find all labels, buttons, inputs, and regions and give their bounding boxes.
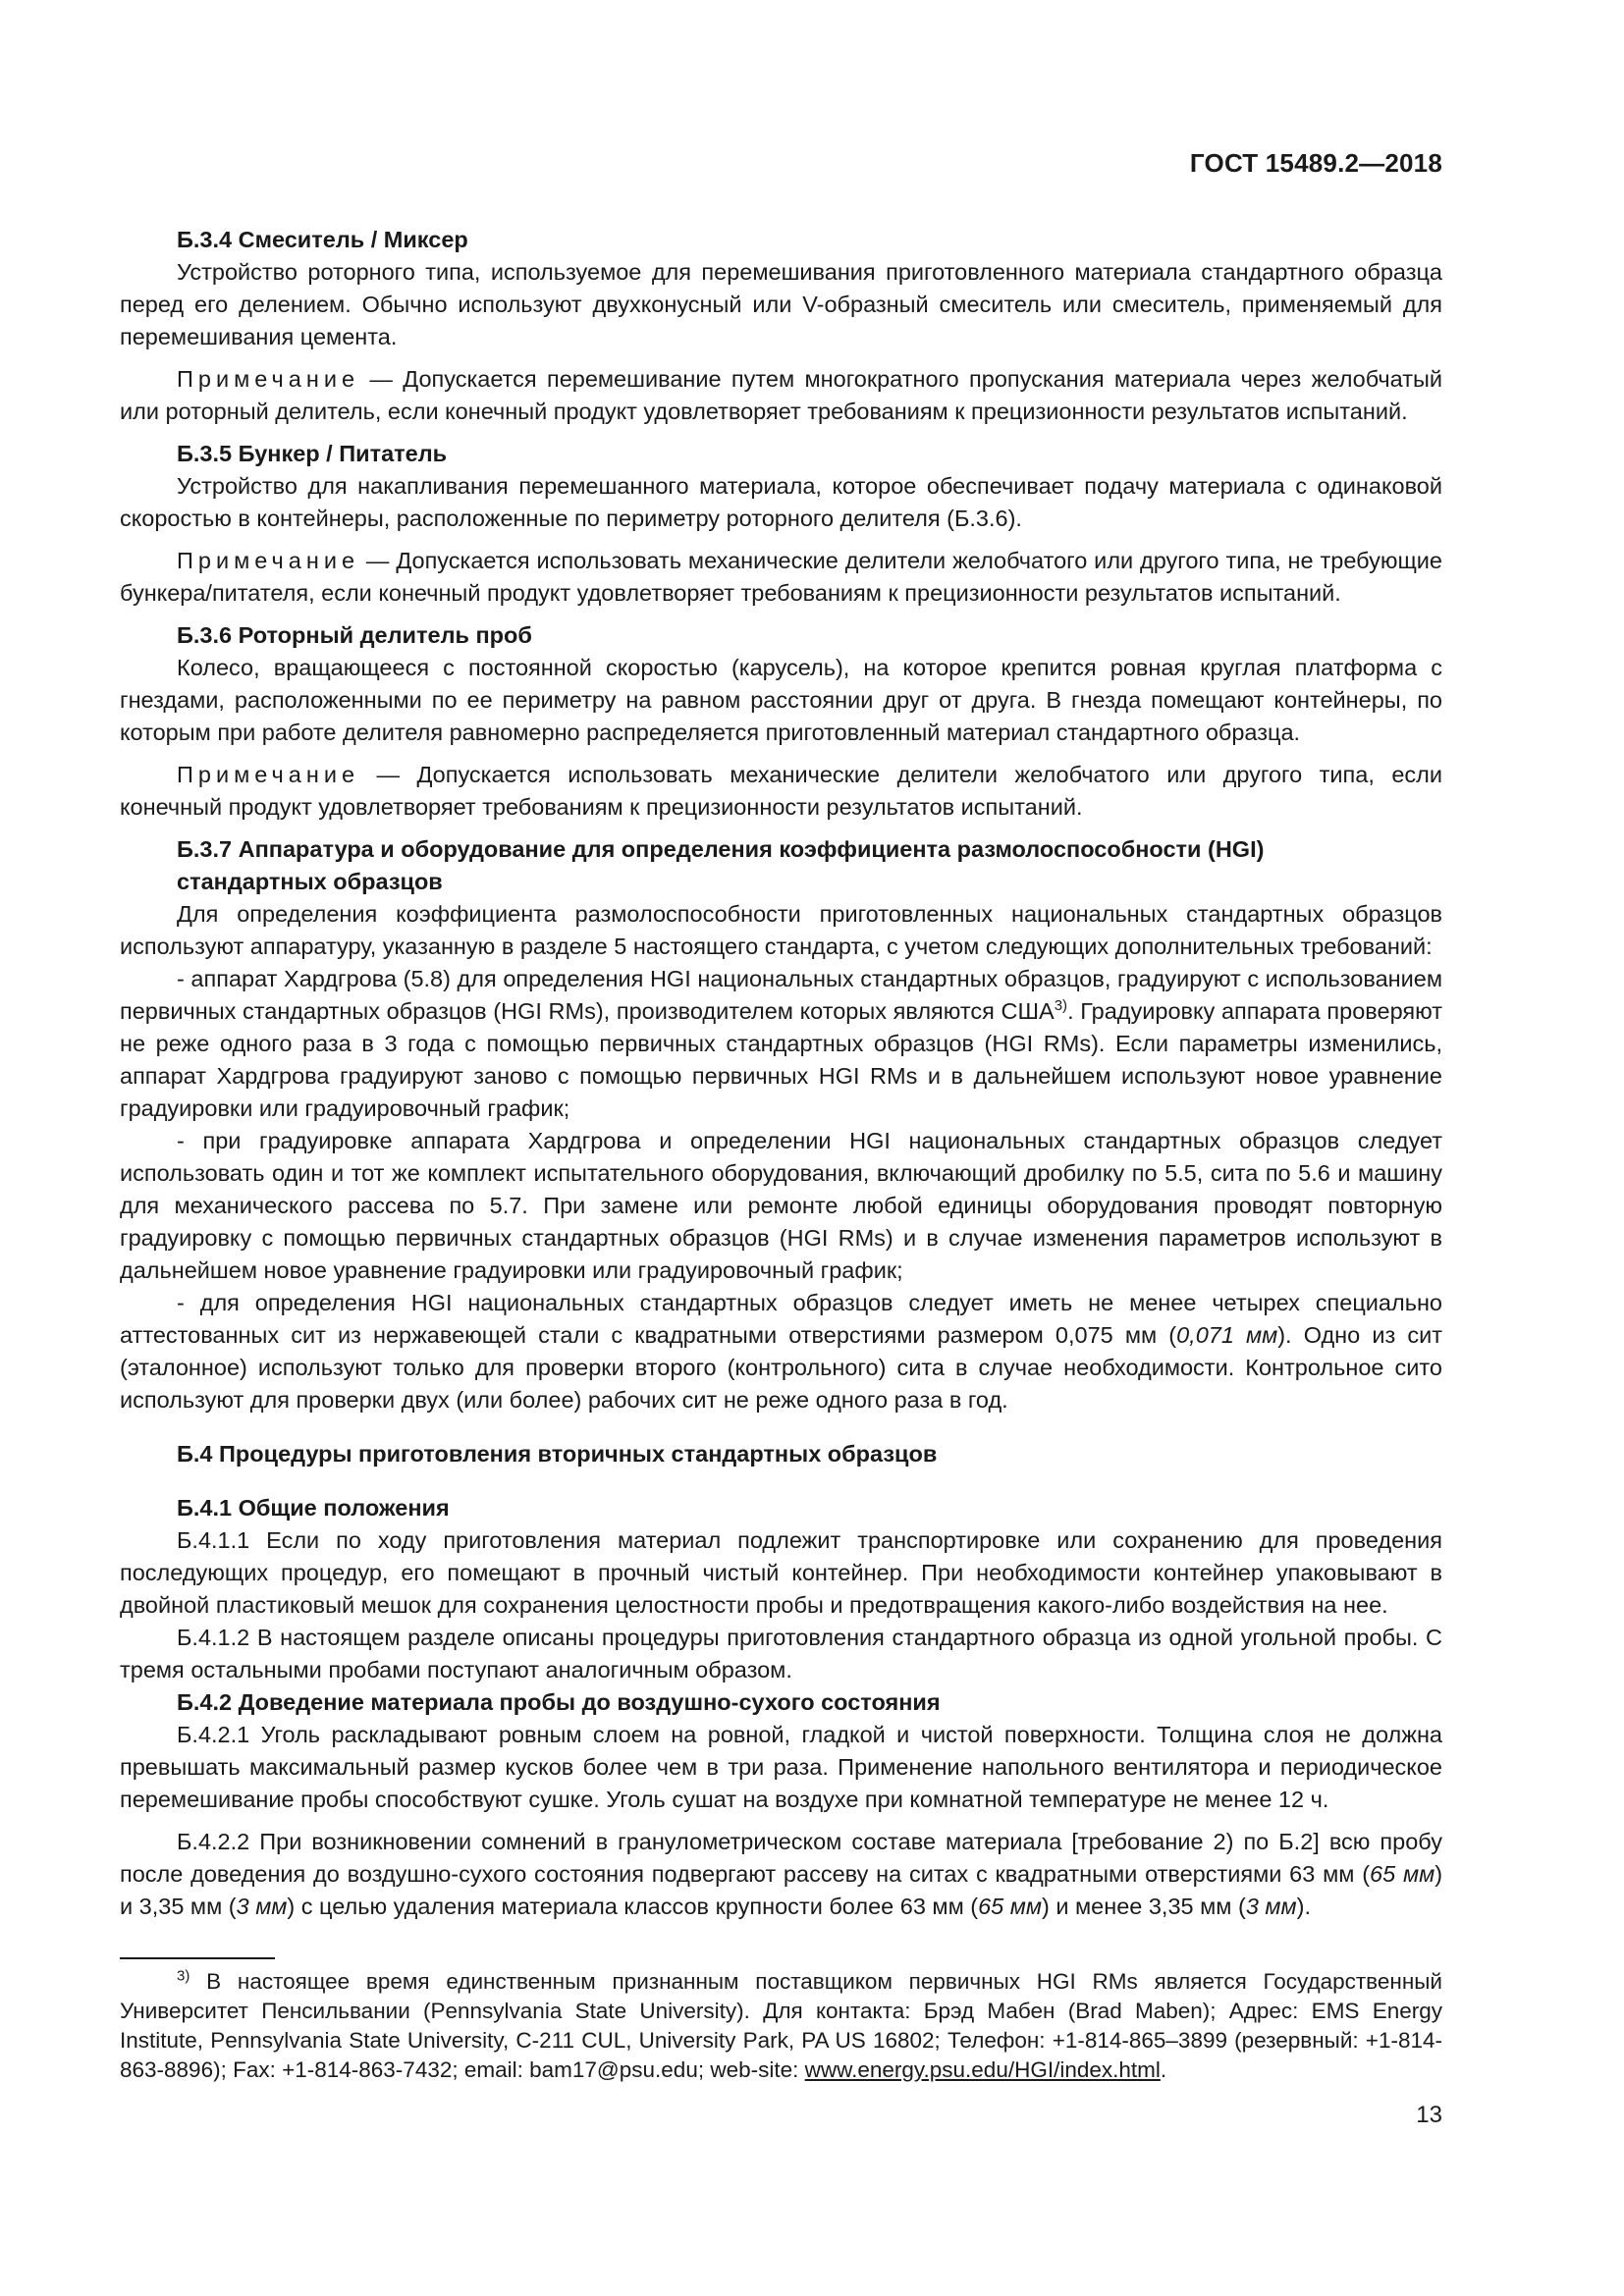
list-item-b37-2: - при градуировке аппарата Хардгрова и определении HGI национальных стандартных образцов следует использовать один и тот же комплект испытательного оборудования, включающий дробилку по 5.5, сита по 5.6 и машину для механического рассева по 5.7. При замене или ремонте любой единицы оборудования проводят повторную градуировку с помощью первичных стандартных образцов (HGI RMs) и в случае изменения параметров используют в дальнейшем новое уравнение градуировки или градуировочный график; <box>120 1128 1442 1283</box>
section-intro-b37: Для определения коэффициента размолоспособности приготовленных национальных стандартных образцов используют аппаратуру, указанную в разделе 5 настоящего стандарта, с учетом следующих дополнительных требований: <box>120 901 1442 959</box>
note-label: Примечание <box>177 548 360 573</box>
page-number: 13 <box>1416 2102 1442 2128</box>
footnote-ref: 3) <box>1054 997 1068 1015</box>
paragraph-text: ). <box>1296 1894 1311 1919</box>
paragraph-b411: Б.4.1.1 Если по ходу приготовления материал подлежит транспортировке или сохранению для проведения последующих процедур, его помещают в прочный чистый контейнер. При необходимости контейнер упаковывают в двойной пластиковый мешок для сохранения целостности пробы и предотвращения какого-либо воздействия на нее. <box>120 1527 1442 1618</box>
section-heading-b36: Б.3.6 Роторный делитель проб <box>177 622 532 648</box>
section-heading-b37 <box>120 833 1442 898</box>
list-item-b37-1 <box>120 963 1442 1125</box>
paragraph-text: ) и 3,35 мм ( <box>120 1861 1443 1919</box>
paragraph-text: ) с целью удаления материала классов крупности более 63 мм ( <box>287 1894 979 1919</box>
note-text: — Допускается использовать механические делители желобчатого или другого типа, не требующие бункера/питателя, если конечный продукт удовлетворяет требованиям к прецизионности результатов испытаний. <box>120 548 1442 606</box>
list-item-b37-3 <box>120 1287 1442 1416</box>
italic-text: 3 мм <box>236 1894 288 1919</box>
section-heading-b35: Б.3.5 Бункер / Питатель <box>177 441 448 466</box>
section-text-b34: Устройство роторного типа, используемое для перемешивания приготовленного материала стандартного образца перед его делением. Обычно используют двухконусный или V-образный смеситель или смеситель, применяемый для перемешивания цемента. <box>120 259 1442 349</box>
paragraph-b412: Б.4.1.2 В настоящем разделе описаны процедуры приготовления стандартного образца из одной угольной пробы. С тремя остальными пробами поступают аналогичным образом. <box>120 1625 1442 1682</box>
footnote-marker: 3) <box>177 1967 190 1985</box>
footnote-3 <box>120 1967 1442 2085</box>
list-item-text: - для определения HGI национальных стандартных образцов следует иметь не менее четырех специально аттестованных сит из нержавеющей стали с квадратными отверстиями размером 0,075 мм ( <box>120 1290 1442 1348</box>
paragraph-text: Б.4.2.2 При возникновении сомнений в гранулометрическом составе материала [требование 2) по Б.2] всю пробу после доведения до воздушно-сухого состояния подвергают рассеву на ситах с квадратными отверстиями 63 мм ( <box>120 1829 1442 1887</box>
paragraph-b421: Б.4.2.1 Уголь раскладывают ровным слоем на ровной, гладкой и чистой поверхности. Толщина слоя не должна превышать максимальный размер кусков более чем в три раза. Применение напольного вентилятора и периодическое перемешивание пробы способствуют сушке. Уголь сушат на воздухе при комнатной температуре не менее 12 ч. <box>120 1722 1442 1812</box>
note-b35 <box>120 545 1442 610</box>
note-label: Примечание <box>177 366 360 392</box>
footnote-divider <box>120 1957 275 1959</box>
footnote-link[interactable]: www.energy.psu.edu/HGI/index.html <box>804 2057 1161 2082</box>
note-b34 <box>120 363 1442 428</box>
document-header: ГОСТ 15489.2—2018 <box>1189 148 1442 178</box>
note-label: Примечание <box>177 762 360 787</box>
footnote-end: . <box>1160 2057 1167 2082</box>
italic-text: 65 мм <box>1370 1861 1435 1887</box>
section-text-b35: Устройство для накапливания перемешанного материала, которое обеспечивает подачу материала с одинаковой скоростью в контейнеры, расположенные по периметру роторного делителя (Б.3.6). <box>120 473 1442 531</box>
section-heading-b37-line1: Б.3.7 Аппаратура и оборудование для определения коэффициента размолоспособности (HGI) <box>177 836 1265 862</box>
note-text: — Допускается использовать механические делители желобчатого или другого типа, если конечный продукт удовлетворяет требованиям к прецизионности результатов испытаний. <box>120 762 1442 820</box>
section-heading-b37-line2: стандартных образцов <box>177 869 443 894</box>
section-heading-b41: Б.4.1 Общие положения <box>177 1495 450 1521</box>
note-b36 <box>120 759 1442 824</box>
note-text: — Допускается перемешивание путем многократного пропускания материала через желобчатый или роторный делитель, если конечный продукт удовлетворяет требованиям к прецизионности результатов испытаний. <box>120 366 1442 424</box>
section-heading-b4: Б.4 Процедуры приготовления вторичных стандартных образцов <box>177 1441 938 1467</box>
paragraph-b422 <box>120 1826 1442 1923</box>
section-text-b36: Колесо, вращающееся с постоянной скоростью (карусель), на которое крепится ровная круглая платформа с гнездами, расположенными по ее периметру на равном расстоянии друг от друга. В гнезда помещают контейнеры, по которым при работе делителя равномерно распределяется приготовленный материал стандартного образца. <box>120 655 1442 745</box>
italic-text: 3 мм <box>1245 1894 1297 1919</box>
footnotes <box>120 1967 1442 2085</box>
italic-text: 0,071 мм <box>1176 1322 1278 1348</box>
paragraph-text: ) и менее 3,35 мм ( <box>1041 1894 1246 1919</box>
footnote-text: В настоящее время единственным признанным поставщиком первичных HGI RMs является Государственный Университет Пенсильвании (Pennsylvania State University). Для контакта: Брэд Мабен (Brad Maben); Адрес: EMS Energy Institute, Pennsylvania State University, C-211 CUL, University Park, PA US 16802; Телефон: +1-814-865–3899 (резервный: +1-814-863-8896); Fax: +1-814-863-7432; email: bam17@psu.edu; web-site: <box>120 1969 1442 2082</box>
list-item-text: . Градуировку аппарата проверяют не реже одного раза в 3 года с помощью первичных стандартных образцов (HGI RMs). Если параметры изменились, аппарат Хардгрова градуируют заново с помощью первичных HGI RMs и в дальнейшем используют новое уравнение градуировки или градуировочный график; <box>120 998 1442 1121</box>
list-item-text: - аппарат Хардгрова (5.8) для определения HGI национальных стандартных образцов, градуируют с использованием первичных стандартных образцов (HGI RMs), производителем которых являются США <box>120 966 1442 1024</box>
section-heading-b42: Б.4.2 Доведение материала пробы до воздушно-сухого состояния <box>177 1689 941 1715</box>
italic-text: 65 мм <box>978 1894 1042 1919</box>
document-body <box>120 224 1442 1923</box>
list-item-text: ). Одно из сит (эталонное) используют только для проверки второго (контрольного) сита в случае необходимости. Контрольное сито используют для проверки двух (или более) рабочих сит не реже одного раза в год. <box>120 1322 1442 1413</box>
section-heading-b34: Б.3.4 Смеситель / Миксер <box>177 227 468 252</box>
